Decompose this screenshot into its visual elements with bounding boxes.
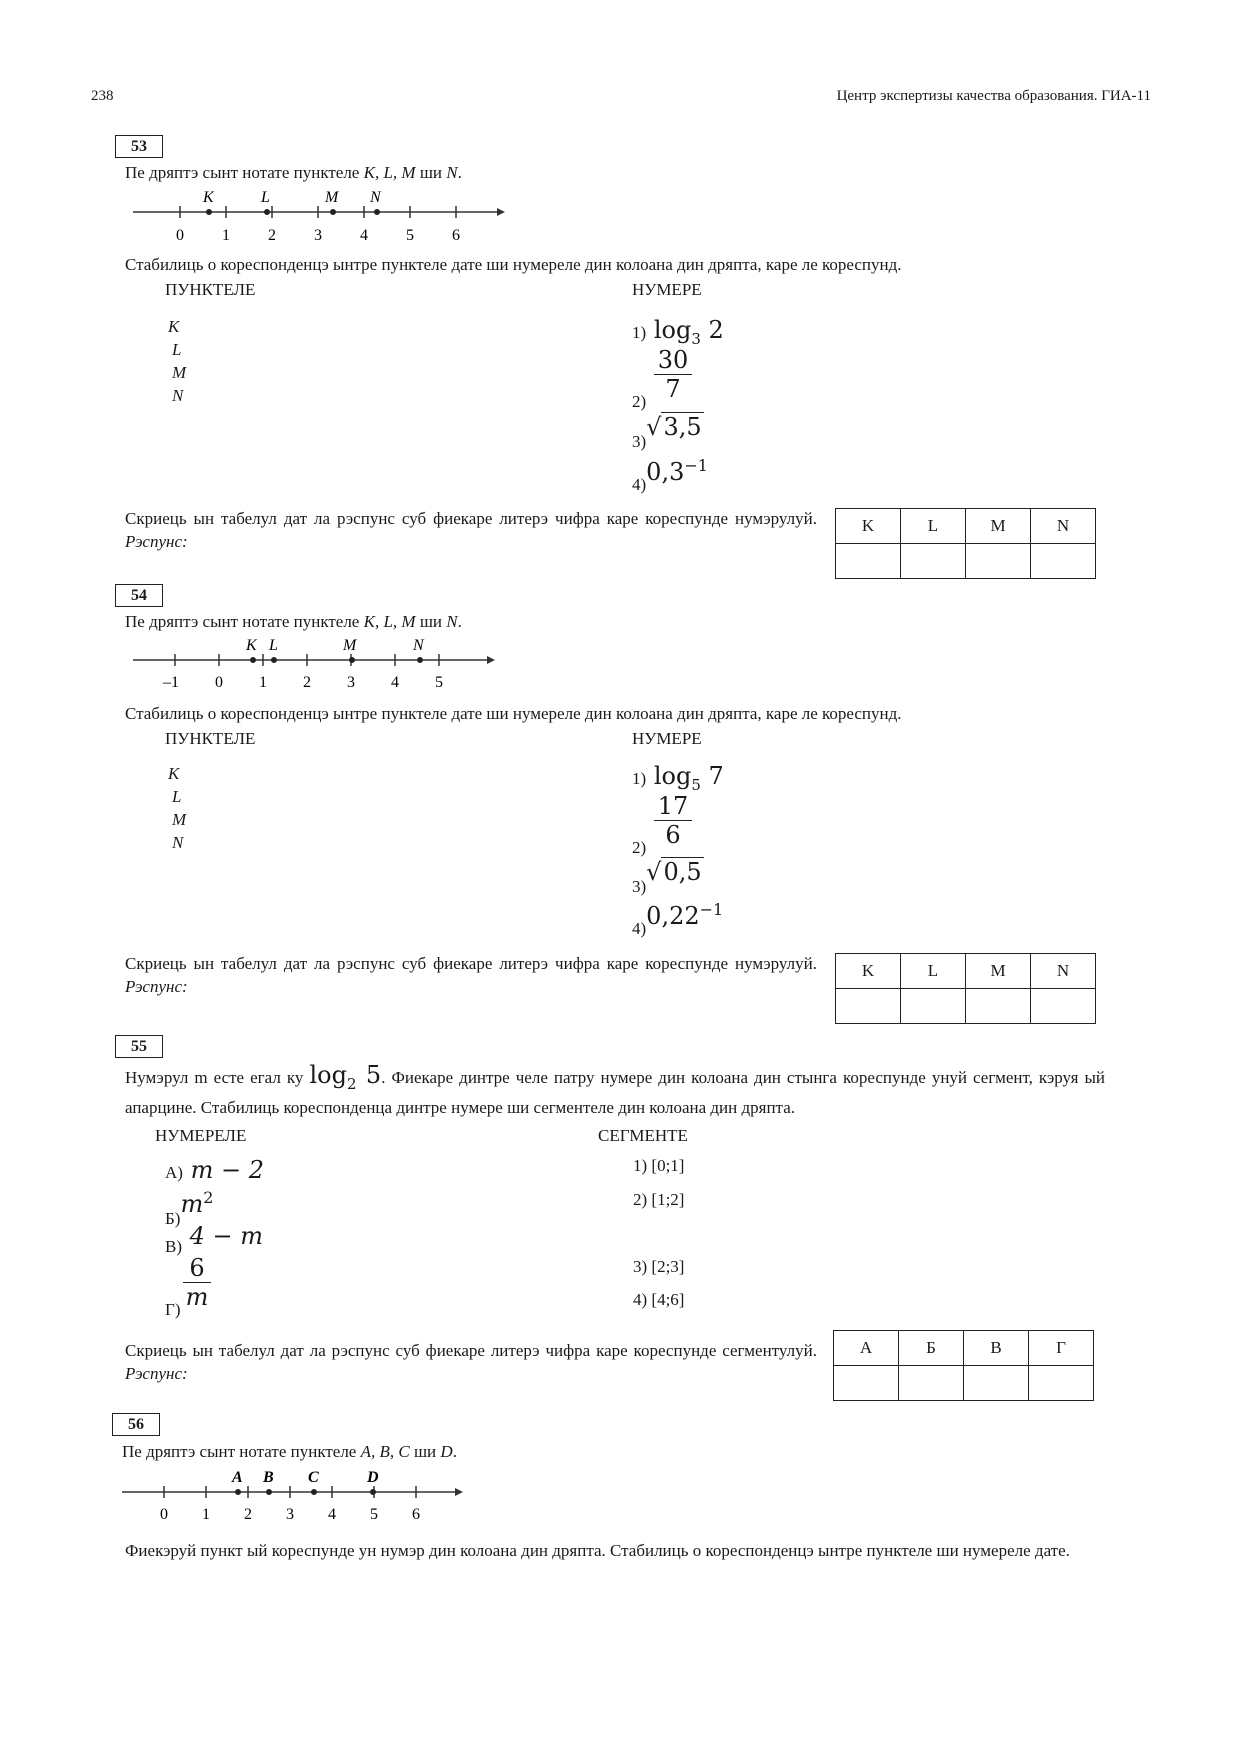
- tick-label: 2: [303, 674, 311, 691]
- point-label: M: [325, 189, 339, 206]
- answer-cell[interactable]: [1031, 989, 1096, 1024]
- segment-2: 2) [1;2]: [633, 1190, 685, 1209]
- problem-53-task: Стабилиць о кореспонденцэ ынтре пунктеле дате ши нумереле дин колоана дин дряпта, каре ле кореспунд.: [125, 255, 902, 274]
- problem-54-task: Стабилиць о кореспонденцэ ынтре пунктеле дате ши нумереле дин колоана дин дряпта, каре ле кореспунд.: [125, 704, 902, 723]
- tick-label: 2: [244, 1506, 252, 1523]
- problem-number-55: 55: [115, 1035, 163, 1058]
- problem-54-answer-text: Скриець ын табелул дат ла рэспунс суб фиекаре литерэ чифра каре кореспунде нумэрулуй. Рэспунс:: [125, 954, 817, 996]
- tick-label: 1: [222, 227, 230, 244]
- answer-cell[interactable]: [964, 1366, 1029, 1401]
- tick-label: 0: [176, 227, 184, 244]
- col-header-points: ПУНКТЕЛЕ: [165, 729, 256, 748]
- col-header-numbers: НУМЕРЕЛЕ: [155, 1126, 247, 1145]
- col-header-numbers: НУМЕРЕ: [632, 729, 702, 748]
- number-55-c: В) 4 − m: [165, 1222, 264, 1256]
- problem-55-answer-text: Скриець ын табелул дат ла рэспунс суб фиекаре литерэ чифра каре кореспунде сегментулуй. Рэспунс:: [125, 1341, 817, 1383]
- segment-1: 1) [0;1]: [633, 1156, 685, 1175]
- point-label: A: [232, 1469, 243, 1486]
- points-list-54: K L M N: [168, 764, 187, 852]
- point-label: K: [246, 637, 257, 654]
- tick-label: 3: [347, 674, 355, 691]
- tick-label: 5: [406, 227, 414, 244]
- option-54-1: 1) $\log_5 7$: [632, 762, 724, 794]
- tick-label: 6: [452, 227, 460, 244]
- point-label: D: [367, 1469, 379, 1486]
- answer-table-55: А Б В Г: [833, 1330, 1094, 1401]
- point-label: N: [413, 637, 424, 654]
- tick-label: 4: [391, 674, 399, 691]
- option-53-1: 1) $\log_3 2$: [632, 316, 724, 348]
- problem-55-intro: Нумэрул m есте егал ку $\log_2 5$. Фиекаре динтре челе патру нумере дин колоана дин стынга кореспунде унуй сегмент, кэруя ый апарцине. Стабилиць кореспонденца динтре нумере ши сегментеле дин колоана дин дряпта.: [125, 1061, 1105, 1117]
- number-55-a: А) m − 2: [165, 1156, 264, 1184]
- tick-label: 5: [370, 1506, 378, 1523]
- tick-label: 3: [314, 227, 322, 244]
- answer-cell[interactable]: [1029, 1366, 1094, 1401]
- number-line-56: [120, 1467, 465, 1525]
- problem-53-intro: Пе дряптэ сынт нотате пунктеле K, L, M ши N.: [125, 163, 462, 182]
- points-list-53: K L M N: [168, 317, 187, 405]
- col-header-points: ПУНКТЕЛЕ: [165, 280, 256, 299]
- point-label: N: [370, 189, 381, 206]
- tick-label: 0: [215, 674, 223, 691]
- answer-table-53: K L M N: [835, 508, 1096, 579]
- answer-cell[interactable]: [901, 989, 966, 1024]
- problem-54-intro: Пе дряптэ сынт нотате пунктеле K, L, M ши N.: [125, 612, 462, 631]
- option-54-4: $4)0,22^{-1}$: [632, 900, 724, 938]
- problem-56-intro: Пе дряптэ сынт нотате пунктеле A, B, C ши D.: [122, 1442, 457, 1461]
- point-label: M: [343, 637, 357, 654]
- page-number: 238: [91, 88, 114, 104]
- number-55-b: $Б)m^2$: [165, 1188, 214, 1228]
- problem-56-task: Фиекэруй пункт ый кореспунде ун нумэр дин колоана дин дряпта. Стабилиць о кореспонденцэ ынтре пунктеле ши нумереле дате.: [125, 1541, 1070, 1560]
- point-label: B: [263, 1469, 274, 1486]
- problem-number-54: 54: [115, 584, 163, 607]
- tick-label: 3: [286, 1506, 294, 1523]
- tick-label: 1: [259, 674, 267, 691]
- header-source: Центр экспертизы качества образования. ГИА-11: [836, 88, 1151, 104]
- answer-cell[interactable]: [836, 544, 901, 579]
- answer-cell[interactable]: [966, 989, 1031, 1024]
- tick-label: 5: [435, 674, 443, 691]
- tick-label: 4: [360, 227, 368, 244]
- answer-cell[interactable]: [1031, 544, 1096, 579]
- segment-4: 4) [4;6]: [633, 1290, 685, 1309]
- point-label: L: [269, 637, 278, 654]
- number-line-53: [125, 186, 505, 246]
- tick-label: 1: [202, 1506, 210, 1523]
- option-53-4: $4)0,3^{-1}$: [632, 456, 708, 494]
- problem-number-56: 56: [112, 1413, 160, 1436]
- answer-cell[interactable]: [834, 1366, 899, 1401]
- answer-cell[interactable]: [901, 544, 966, 579]
- problem-53-answer-text: Скриець ын табелул дат ла рэспунс суб фиекаре литерэ чифра каре кореспунде нумэрулуй. Рэспунс:: [125, 509, 817, 551]
- segment-3: 3) [2;3]: [633, 1257, 685, 1276]
- point-label: C: [308, 1469, 319, 1486]
- tick-label: 6: [412, 1506, 420, 1523]
- tick-label: 2: [268, 227, 276, 244]
- answer-cell[interactable]: [899, 1366, 964, 1401]
- tick-label: 0: [160, 1506, 168, 1523]
- tick-label: 4: [328, 1506, 336, 1523]
- point-label: K: [203, 189, 214, 206]
- problem-number-53: 53: [115, 135, 163, 158]
- option-54-3: 3)√0,5: [632, 858, 702, 896]
- col-header-segments: СЕГМЕНТЕ: [598, 1126, 688, 1145]
- option-53-3: 3)√3,5: [632, 413, 702, 451]
- answer-cell[interactable]: [836, 989, 901, 1024]
- tick-label: –1: [163, 674, 179, 691]
- answer-cell[interactable]: [966, 544, 1031, 579]
- col-header-numbers: НУМЕРЕ: [632, 280, 702, 299]
- number-line-54: [125, 635, 495, 693]
- answer-table-54: K L M N: [835, 953, 1096, 1024]
- point-label: L: [261, 189, 270, 206]
